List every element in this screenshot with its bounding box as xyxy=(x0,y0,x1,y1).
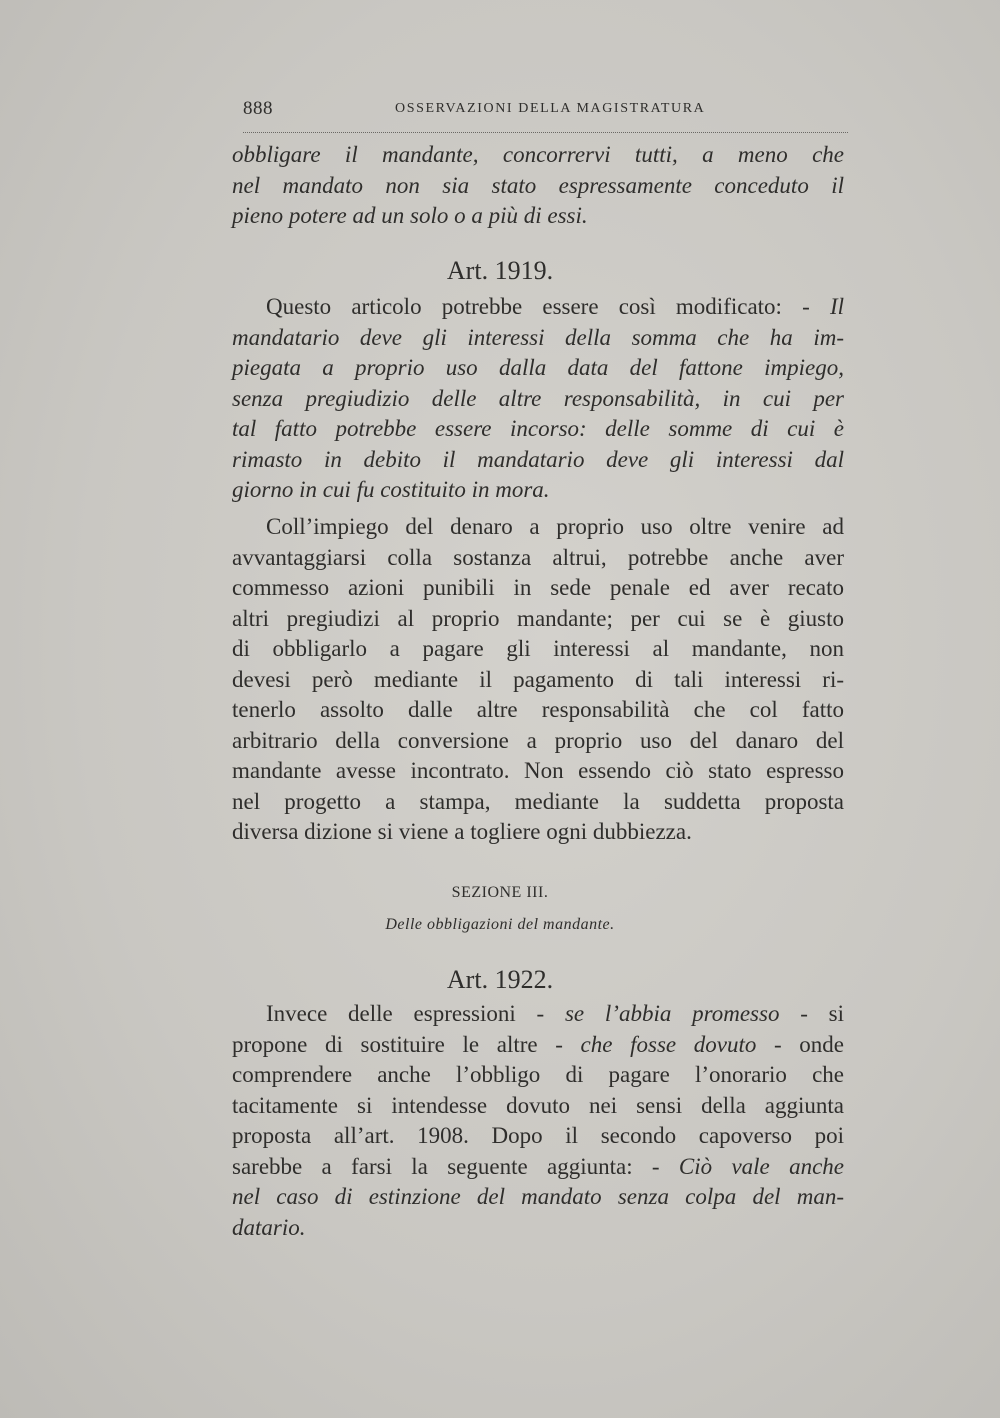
intro-paragraph xyxy=(232,140,844,232)
text-line: proposta all’art. 1908. Dopo il secondo capoverso poi xyxy=(232,1123,844,1148)
text-line: obbligare il mandante, concorrervi tutti, a meno che xyxy=(232,142,844,167)
text-span: - onde xyxy=(756,1031,844,1057)
text-line: nel mandato non sia stato espressamente conceduto il xyxy=(232,172,844,198)
text-span: Questo articolo potrebbe essere così modificato: - xyxy=(266,294,810,319)
text-line: giorno in cui fu costituito in mora. xyxy=(232,477,550,502)
text-line: tal fatto potrebbe essere incorso: delle somme di cui è xyxy=(232,416,844,441)
text-line: Coll’impiego del denaro a proprio uso oltre venire ad xyxy=(266,514,844,539)
text-line: mandatario deve gli interessi della somma che ha im- xyxy=(232,324,844,350)
text-line: commesso azioni punibili in sede penale ed aver recato xyxy=(232,575,844,600)
text-line: nel progetto a stampa, mediante la suddetta proposta xyxy=(232,788,844,814)
art1919-paragraph-1 xyxy=(232,292,844,506)
text-span: - si xyxy=(779,1001,845,1026)
text-line xyxy=(232,292,844,323)
text-span: Il xyxy=(809,294,844,319)
text-span: Ciò vale anche xyxy=(678,1153,844,1179)
text-span: che fosse dovuto xyxy=(580,1031,757,1057)
text-line: pieno potere ad un solo o a più di essi. xyxy=(232,203,588,228)
text-line: diversa dizione si viene a togliere ogni dubbiezza. xyxy=(232,819,692,844)
page-number: 888 xyxy=(243,98,273,119)
text-line: rimasto in debito il mandatario deve gli interessi dal xyxy=(232,446,844,472)
page-header xyxy=(243,98,848,133)
text-line: di obbligarlo a pagare gli interessi al mandante, non xyxy=(232,636,844,661)
text-line: datario. xyxy=(232,1214,306,1240)
text-line: piegata a proprio uso dalla data del fattone impiego, xyxy=(232,355,844,380)
text-span: sarebbe a farsi la seguente aggiunta: - xyxy=(232,1153,679,1179)
text-line: mandante avesse incontrato. Non essendo ciò stato espresso xyxy=(232,758,844,783)
section-label: SEZIONE III. xyxy=(451,884,549,901)
text-line xyxy=(232,1030,844,1061)
section-subtitle: Delle obbligazioni del mandante. xyxy=(385,916,615,933)
text-line xyxy=(232,1152,844,1183)
text-span: propone di sostituire le altre - xyxy=(232,1031,581,1057)
art1919-paragraph-2 xyxy=(232,512,844,848)
text-line: tacitamente si intendesse dovuto nei sensi della aggiunta xyxy=(232,1092,844,1118)
text-line: devesi però mediante il pagamento di tali interessi ri- xyxy=(232,666,844,692)
text-span: Invece delle espressioni - xyxy=(266,1001,565,1026)
article-heading-1919: Art. 1919. xyxy=(446,256,554,285)
text-line: senza pregiudizio delle altre responsabilità, in cui per xyxy=(232,385,844,411)
text-line: nel caso di estinzione del mandato senza colpa del man- xyxy=(232,1184,844,1209)
article-heading-1922: Art. 1922. xyxy=(446,965,554,994)
text-line: altri pregiudizi al proprio mandante; per cui se è giusto xyxy=(232,605,844,631)
text-line: arbitrario della conversione a proprio uso del danaro del xyxy=(232,727,844,753)
text-line xyxy=(232,999,844,1030)
running-head: OSSERVAZIONI DELLA MAGISTRATURA xyxy=(395,101,706,116)
art1922-paragraph xyxy=(232,999,844,1243)
text-line: tenerlo assolto dalle altre responsabilità che col fatto xyxy=(232,697,844,722)
text-line: avvantaggiarsi colla sostanza altrui, potrebbe anche aver xyxy=(232,544,844,570)
text-span: se l’abbia promesso xyxy=(564,1001,780,1026)
text-line: comprendere anche l’obbligo di pagare l’onorario che xyxy=(232,1062,844,1087)
